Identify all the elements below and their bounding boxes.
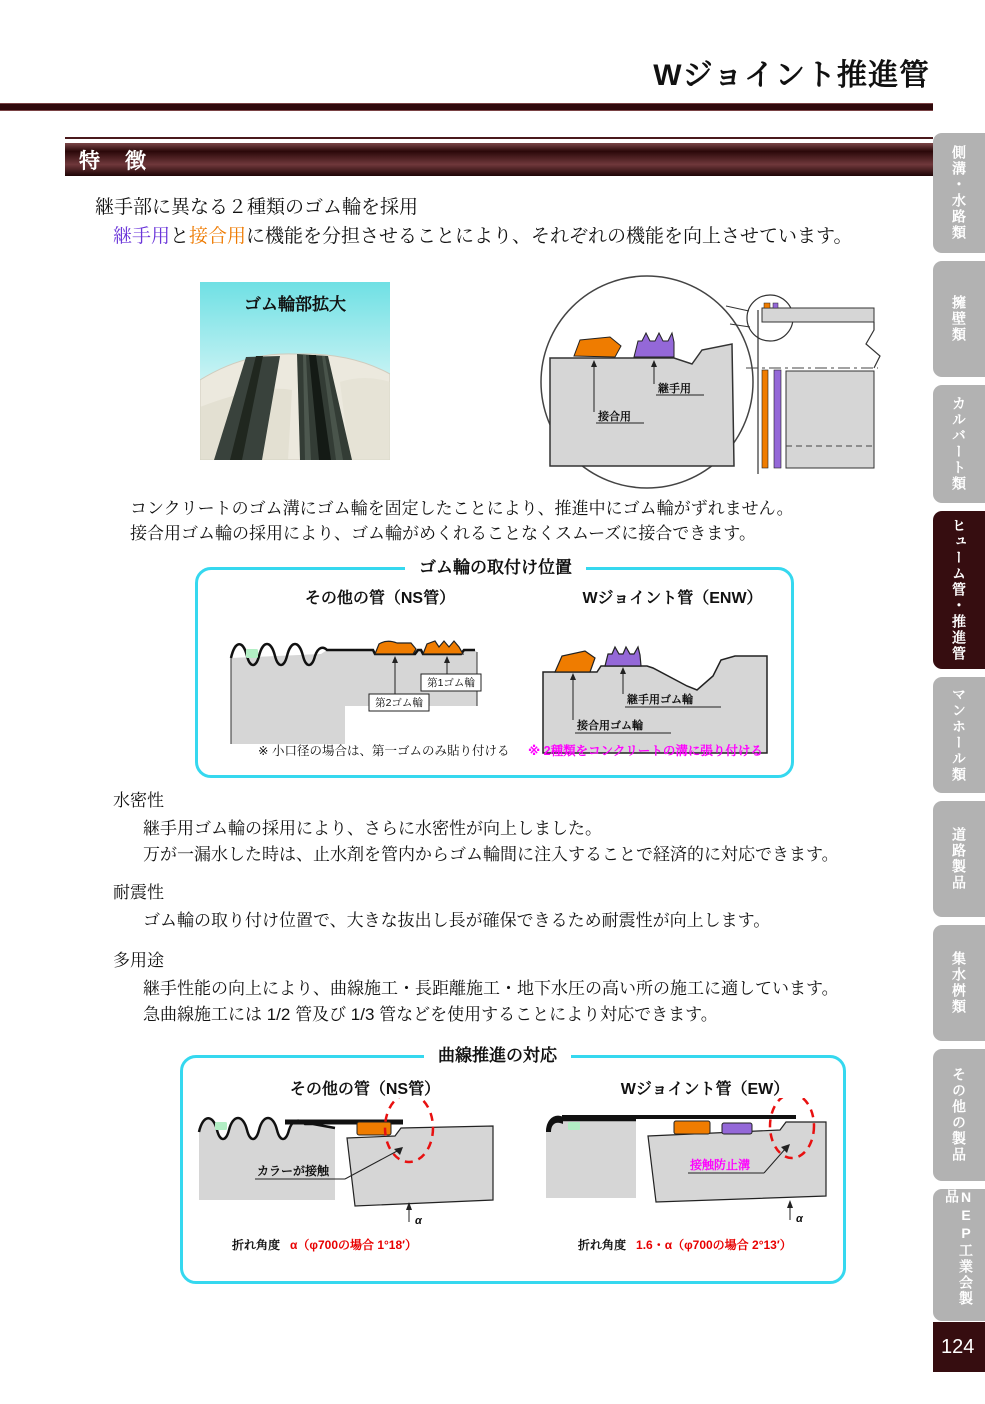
joint-gasket-purple xyxy=(605,647,641,666)
sidebar-tab-label: マンホール類 xyxy=(951,687,967,783)
feature-watertight-heading: 水密性 xyxy=(113,791,164,810)
label-joining: 接合用 xyxy=(598,411,631,423)
w-joint-pipe-diagram xyxy=(535,608,775,758)
box1-right-note: ※ 2種類をコンクリートの溝に張り付ける xyxy=(528,744,763,758)
green-spacer xyxy=(568,1122,580,1130)
joining-gasket-orange xyxy=(555,651,595,672)
feature-seismic-heading: 耐震性 xyxy=(113,883,164,902)
collar-contact-label: カラーが接触 xyxy=(257,1164,330,1178)
sidebar-tab-label: 集水桝類 xyxy=(951,951,967,1015)
sidebar-tab-label: その他の製品 xyxy=(951,1067,967,1163)
orange-ring-stripe xyxy=(762,370,768,468)
angle-value: 1.6・α（φ700の場合 2°13′） xyxy=(636,1238,792,1252)
purple-ring-stripe xyxy=(774,370,781,468)
sidebar-tab-label: NEP工業会製品 xyxy=(944,1189,974,1307)
pipe-collar-band xyxy=(762,308,874,322)
sidebar-tab-label: ヒューム管・推進管 xyxy=(951,518,967,662)
intro-joint-word: 継手用 xyxy=(113,226,171,247)
feature-versatile-heading: 多用途 xyxy=(113,951,164,970)
ring2-orange xyxy=(375,641,416,654)
gasket-orange xyxy=(674,1121,710,1134)
ring1-label: 第1ゴム輪 xyxy=(427,677,475,689)
section-header-label: 特 徴 xyxy=(79,149,148,173)
ring1-orange xyxy=(423,641,463,654)
sidebar-tab-label: 擁壁類 xyxy=(951,295,967,343)
sidebar-tab-label: カルバート類 xyxy=(951,396,967,492)
green-spacer xyxy=(215,1122,227,1130)
box1-right-header: Wジョイント管（ENW） xyxy=(582,590,763,607)
box1-left-header: その他の管（NS管） xyxy=(304,590,456,607)
title-rule xyxy=(0,103,933,111)
sidebar-tab-1[interactable] xyxy=(933,261,985,377)
green-spacer xyxy=(246,649,258,658)
ns-pipe-diagram xyxy=(225,610,495,750)
intro-rest: に機能を分担させることにより、それぞれの機能を向上させています。 xyxy=(246,226,853,247)
sidebar-tab-4[interactable] xyxy=(933,677,985,793)
feature-versatile-line1: 継手性能の向上により、曲線施工・長距離施工・地下水圧の高い所の施工に適しています。 xyxy=(143,979,839,998)
intro-and-word: と xyxy=(170,226,190,247)
section-bar-topline xyxy=(65,137,933,139)
sidebar-tab-7[interactable] xyxy=(933,1049,985,1181)
sidebar-tab-label: 側溝・水路類 xyxy=(951,145,967,241)
sidebar-tab-3[interactable] xyxy=(933,511,985,669)
gasket-purple xyxy=(722,1123,752,1134)
sidebar-tab-0[interactable] xyxy=(933,133,985,253)
fixation-line2: 接合用ゴム輪の採用により、ゴム輪がめくれることなくスムーズに接合できます。 xyxy=(130,524,756,543)
ew-curve-diagram xyxy=(540,1098,830,1233)
fixation-line1: コンクリートのゴム溝にゴム輪を固定したことにより、推進中にゴム輪がずれません。 xyxy=(130,499,794,518)
angle-label: 折れ角度 xyxy=(578,1238,627,1252)
rubber-ring-photo xyxy=(200,282,390,460)
angle-value: α（φ700の場合 1°18′） xyxy=(290,1238,418,1252)
box2-left-header: その他の管（NS管） xyxy=(289,1081,441,1098)
contact-prevention-label: 接触防止溝 xyxy=(690,1158,751,1172)
page-number: 124 xyxy=(933,1322,985,1372)
box2-right-header: Wジョイント管（EW） xyxy=(620,1081,790,1098)
page-title: Wジョイント推進管 xyxy=(653,59,930,92)
intro-line1: 継手部に異なる２種類のゴム輪を採用 xyxy=(95,197,419,218)
sidebar-tab-2[interactable] xyxy=(933,385,985,503)
sidebar-tab-5[interactable] xyxy=(933,801,985,917)
box2-right-angle xyxy=(578,1236,792,1253)
photo-caption: ゴム輪部拡大 xyxy=(244,295,346,314)
pipe-wall-section xyxy=(786,371,874,468)
ring2-label: 第2ゴム輪 xyxy=(375,697,423,709)
joining-ring-label: 接合用ゴム輪 xyxy=(577,720,643,732)
sidebar-tab-6[interactable] xyxy=(933,925,985,1041)
box2-left-angle xyxy=(232,1236,417,1253)
sidebar-tab-label: 道路製品 xyxy=(951,827,967,891)
label-joint: 継手用 xyxy=(658,383,691,395)
box1-left-note: ※ 小口径の場合は、第一ゴムのみ貼り付ける xyxy=(258,744,510,758)
feature-versatile-line2: 急曲線施工には 1/2 管及び 1/3 管などを使用することにより対応できます。 xyxy=(143,1005,718,1024)
intro-line2 xyxy=(113,221,853,248)
alpha-mark: α xyxy=(796,1213,803,1225)
break-symbol xyxy=(866,322,880,368)
feature-watertight-line2: 万が一漏水した時は、止水剤を管内からゴム輪間に注入することで経済的に対応できます。 xyxy=(143,845,839,864)
intro-joining-word: 接合用 xyxy=(189,226,247,247)
concrete-section xyxy=(550,344,734,466)
feature-seismic-line1: ゴム輪の取り付け位置で、大きな抜出し長が確保できるため耐震性が向上します。 xyxy=(143,911,771,930)
feature-watertight-line1: 継手用ゴム輪の採用により、さらに水密性が向上しました。 xyxy=(143,819,602,838)
box1-title: ゴム輪の取付け位置 xyxy=(405,553,586,578)
angle-label: 折れ角度 xyxy=(232,1238,281,1252)
box2-title: 曲線推進の対応 xyxy=(424,1041,571,1066)
joint-ring-label: 継手用ゴム輪 xyxy=(627,694,693,706)
section-header-bar xyxy=(65,143,933,176)
alpha-mark: α xyxy=(415,1215,422,1227)
joint-magnifier-diagram xyxy=(522,270,884,494)
ns-curve-diagram xyxy=(195,1098,515,1233)
joining-gasket-orange xyxy=(574,337,621,357)
sidebar-tab-8[interactable] xyxy=(933,1189,985,1321)
